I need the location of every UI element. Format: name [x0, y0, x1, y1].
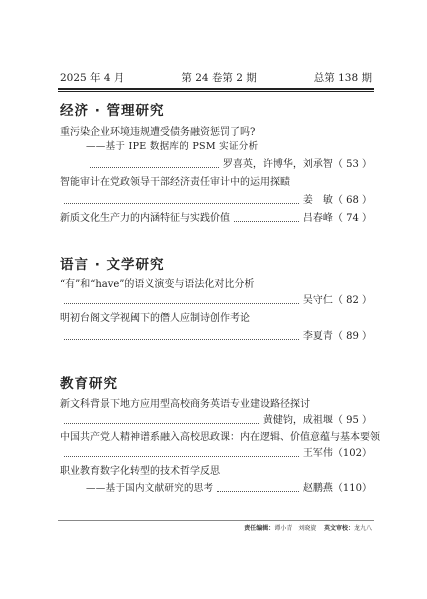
dot-leader	[64, 423, 259, 424]
toc-entry-line	[86, 158, 372, 171]
article-authors: 吕春峰	[302, 213, 333, 224]
volume-number: 第 24 卷第 2 期	[181, 72, 257, 84]
article-title[interactable]: 重污染企业环境违规遭受债务融资惩罚了吗?	[60, 127, 256, 138]
section-title-education: 教育研究	[60, 376, 118, 392]
proofreader-label: 英文审校：	[323, 525, 354, 532]
section-title-economics: 经济 · 管理研究	[60, 103, 165, 119]
proofreader-name: 龙九八	[353, 525, 372, 532]
toc-entry-line	[60, 447, 372, 460]
editor-label: 责任编辑：	[244, 525, 275, 532]
article-authors: 赵鹏燕	[302, 483, 333, 494]
article-authors: 姜 敏	[302, 195, 333, 206]
article-title[interactable]: “有”和“have”的语义演变与语法化对比分析	[60, 279, 255, 290]
article-page: （ 89 ）	[332, 331, 372, 342]
article-page: （ 82 ）	[332, 295, 372, 306]
article-title[interactable]: 智能审计在党政领导干部经济责任审计中的运用探赜	[60, 177, 290, 188]
toc-entry-line	[86, 482, 372, 495]
article-subtitle: ——基于 IPE 数据库的 PSM 实证分析	[86, 141, 259, 152]
article-page: （102）	[332, 448, 372, 459]
dot-leader	[64, 339, 299, 340]
toc-entry-line	[60, 194, 372, 207]
dot-leader	[217, 491, 299, 492]
dot-leader	[64, 203, 299, 204]
dot-leader	[90, 167, 219, 168]
article-authors: 王军伟	[302, 448, 333, 459]
toc-entry-line	[60, 330, 372, 343]
article-title[interactable]: 职业教育数字化转型的技术哲学反思	[60, 466, 220, 477]
article-page: （110）	[332, 483, 372, 494]
article-authors: 黄健钧，成祖堰	[262, 415, 333, 426]
issue-date: 2025 年 4 月	[60, 72, 125, 84]
journal-header	[60, 72, 372, 85]
section-title-language-literature: 语言 · 文学研究	[60, 257, 165, 273]
dot-leader	[234, 221, 299, 222]
editorial-credits	[244, 525, 372, 533]
toc-entry-line	[60, 294, 372, 307]
article-title[interactable]: 明初台阁文学视阈下的僭人应制诗创作考论	[60, 313, 250, 324]
article-authors: 罗喜英，许博华，刘承智	[222, 159, 333, 170]
article-title[interactable]: 新质文化生产力的内涵特征与实践价值	[60, 213, 230, 224]
dot-leader	[64, 456, 299, 457]
header-rule-thin	[58, 91, 374, 92]
article-title[interactable]: 新文科背景下地方应用型高校商务英语专业建设路径探讨	[60, 399, 310, 410]
header-rule	[58, 88, 374, 90]
editor-names: 谭小青 刘晓旋	[274, 525, 317, 532]
article-authors: 吴守仁	[302, 295, 333, 306]
article-title[interactable]: 中国共产党人精神谱系融入高校思政课：内在逻辑、价值意蕴与基本要领	[60, 432, 380, 443]
toc-entry-line	[60, 414, 372, 427]
article-subtitle: ——基于国内文献研究的思考	[86, 483, 214, 494]
toc-entry-line[interactable]	[60, 212, 372, 225]
article-page: （ 95 ）	[332, 415, 372, 426]
footer-rule	[58, 520, 374, 521]
dot-leader	[64, 303, 299, 304]
article-page: （ 53 ）	[332, 159, 372, 170]
article-authors: 李夏青	[302, 331, 333, 342]
total-issue-number: 总第 138 期	[313, 72, 372, 84]
article-page: （ 74 ）	[332, 213, 372, 224]
article-page: （ 68 ）	[332, 195, 372, 206]
